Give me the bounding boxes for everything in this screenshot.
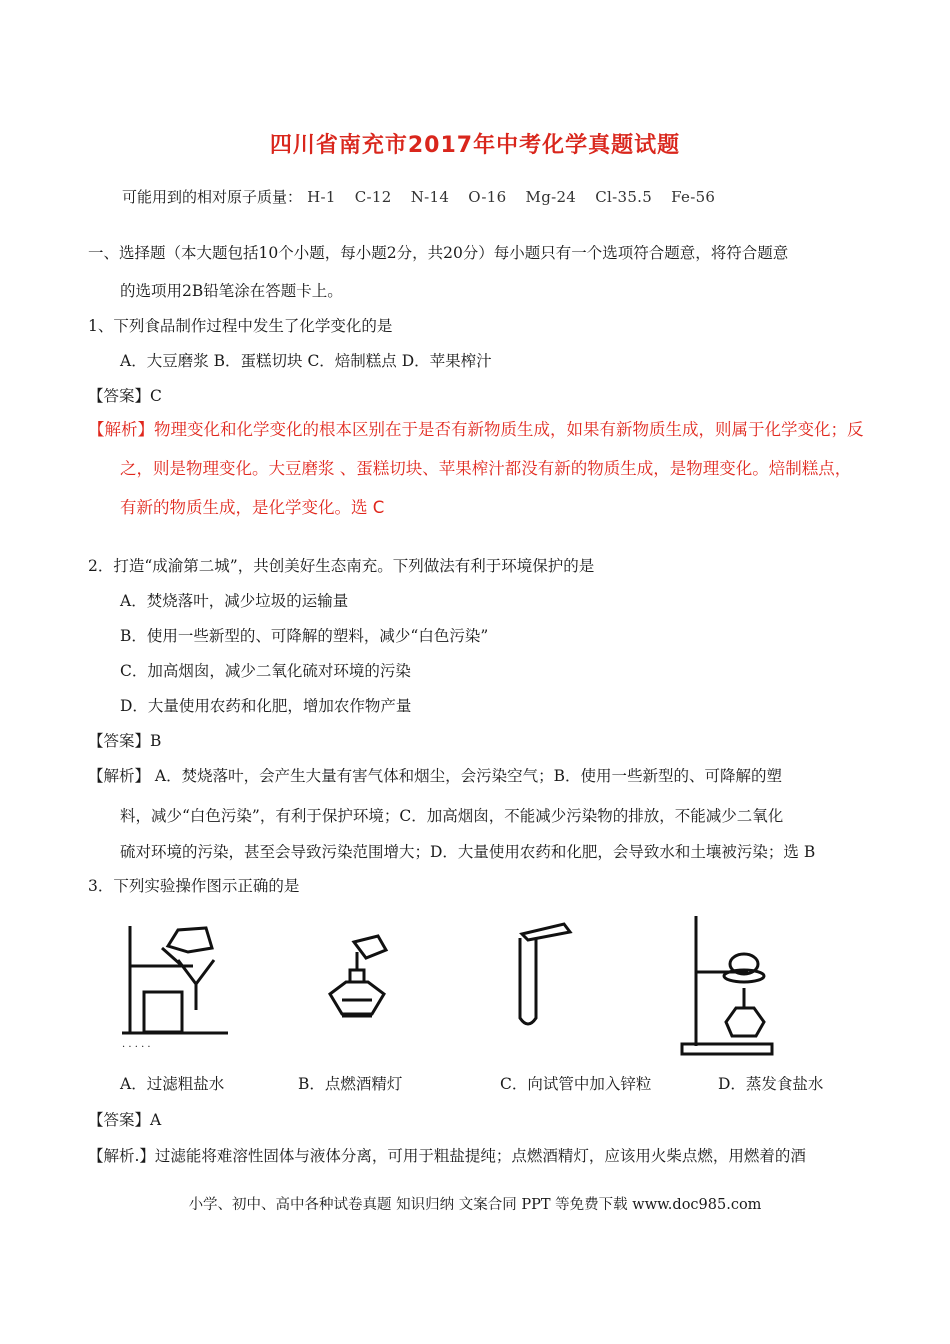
q2-analysis-line: 料，减少“白色污染”，有利于保护环境；C．加高烟囱，不能减少污染物的排放，不能减少二氧化 [120, 807, 784, 825]
q1-analysis-line: 【解析】物理变化和化学变化的根本区别在于是否有新物质生成，如果有新物质生成，则属于化学变化；反 [88, 420, 864, 439]
q2-option: C．加高烟囱，减少二氧化硫对环境的污染 [120, 662, 411, 680]
atomic-masses-label: 可能用到的相对原子质量： [122, 188, 303, 206]
q2-stem: 2．打造“成渝第二城”，共创美好生态南充。下列做法有利于环境保护的是 [88, 557, 595, 575]
q2-answer: 【答案】B [88, 732, 162, 750]
mass-value: H-1 [307, 188, 336, 206]
figure-caption-d: D．蒸发食盐水 [718, 1075, 824, 1093]
q3-analysis-line: 【解析.】过滤能将难溶性固体与液体分离，可用于粗盐提纯；点燃酒精灯，应该用火柴点燃，用燃着的酒 [88, 1147, 806, 1165]
q2-option: B．使用一些新型的、可降解的塑料，减少“白色污染” [120, 627, 489, 645]
mass-value: Cl-35.5 [595, 188, 653, 206]
alcohol-lamp-figure [312, 932, 402, 1027]
mass-value: N-14 [410, 188, 450, 206]
test-tube-figure [508, 918, 588, 1038]
page-footer: 小学、初中、高中各种试卷真题 知识归纳 文案合同 PPT 等免费下载 www.doc985.com [188, 1197, 762, 1213]
evaporation-figure [678, 912, 778, 1060]
filtration-figure [118, 918, 228, 1053]
mass-value: Mg-24 [525, 188, 577, 206]
mass-value: O-16 [468, 188, 507, 206]
figure-caption-a: A．过滤粗盐水 [120, 1075, 225, 1093]
q1-options: A．大豆磨浆 B．蛋糕切块 C．焙制糕点 D．苹果榨汁 [120, 352, 492, 370]
q2-option: A．焚烧落叶，减少垃圾的运输量 [120, 592, 349, 610]
mass-value: Fe-56 [671, 188, 716, 206]
q1-analysis-line: 之，则是物理变化。大豆磨浆 、蛋糕切块、苹果榨汁都没有新的物质生成，是物理变化。焙制糕点， [120, 459, 852, 478]
q1-analysis-line: 有新的物质生成，是化学变化。选 C [120, 498, 385, 517]
figure-caption-b: B．点燃酒精灯 [298, 1075, 403, 1093]
q2-option: D．大量使用农药和化肥，增加农作物产量 [120, 697, 412, 715]
svg-text:· · · · ·: · · · · · [122, 1042, 151, 1053]
q2-analysis-line: 【解析】 A．焚烧落叶，会产生大量有害气体和烟尘，会污染空气；B．使用一些新型的、可降解的塑 [88, 767, 783, 785]
section-heading: 一、选择题（本大题包括10个小题，每小题2分，共20分）每小题只有一个选项符合题意，将符合题意 [88, 244, 789, 262]
mass-value: C-12 [354, 188, 392, 206]
figure-caption-c: C．向试管中加入锌粒 [500, 1075, 652, 1093]
q1-answer: 【答案】C [88, 387, 162, 405]
section-heading-cont: 的选项用2B铅笔涂在答题卡上。 [120, 282, 343, 300]
q1-stem: 1、下列食品制作过程中发生了化学变化的是 [88, 317, 393, 335]
q3-answer: 【答案】A [88, 1111, 162, 1129]
atomic-masses [122, 186, 729, 207]
q2-analysis-line: 硫对环境的污染，甚至会导致污染范围增大；D．大量使用农药和化肥，会导致水和土壤被污染；选 B [120, 843, 816, 861]
q3-stem: 3．下列实验操作图示正确的是 [88, 877, 300, 895]
page-title: 四川省南充市2017年中考化学真题试题 [269, 133, 681, 158]
